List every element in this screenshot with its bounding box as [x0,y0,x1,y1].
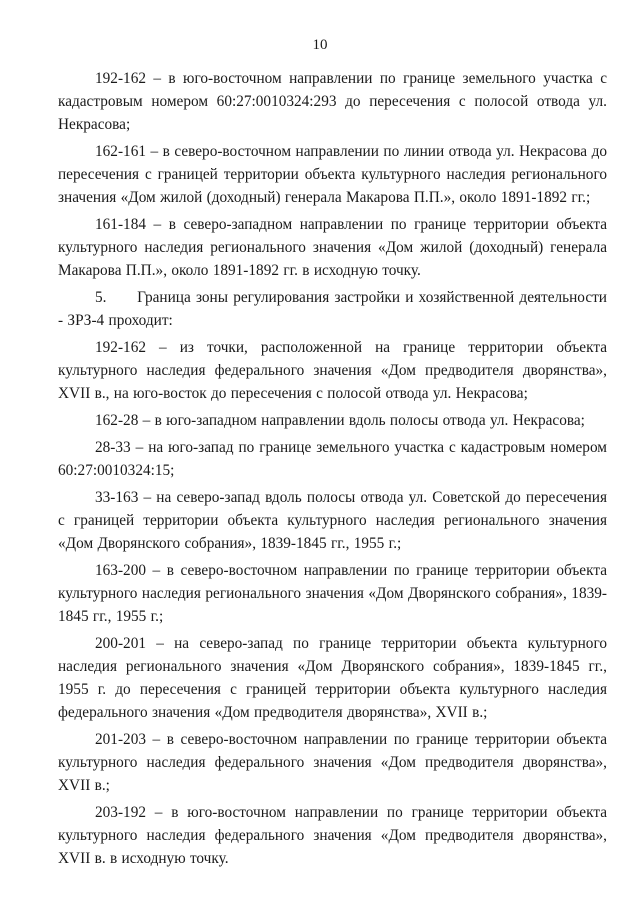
paragraph-boundary-161-184: 161-184 – в северо-западном направлении по границе территории объекта культурного наследия регионального значения «Дом жилой (доходный) генерала Макарова П.П.», около 1891-1892 гг. в исходную точку. [58,216,607,279]
paragraph-boundary-163-200: 163-200 – в северо-восточном направлении по границе территории объекта культурного наследия регионального значения «Дом Дворянского собрания», 1839-1845 гг., 1955 г.; [58,562,607,625]
paragraph-boundary-33-163: 33-163 – на северо-запад вдоль полосы отвода ул. Советской до пересечения с границей территории объекта культурного наследия регионального значения «Дом Дворянского собрания», 1839-1845 гг., 1955 г.; [58,489,607,552]
page-number: 10 [312,37,328,53]
paragraph-section-5-heading: 5. Граница зоны регулирования застройки и хозяйственной деятельности - ЗРЗ-4 проходит: [58,289,607,329]
paragraph-boundary-192-162-first: 192-162 – в юго-восточном направлении по границе земельного участка с кадастровым номером 60:27:0010324:293 до пересечения с полосой отвода ул. Некрасова; [58,70,607,133]
paragraph-boundary-162-161: 162-161 – в северо-восточном направлении по линии отвода ул. Некрасова до пересечения с границей территории объекта культурного наследия регионального значения «Дом жилой (доходный) генерала Макарова П.П.», около 1891-1892 гг.; [58,143,607,206]
paragraph-boundary-201-203: 201-203 – в северо-восточном направлении по границе территории объекта культурного наследия федерального значения «Дом предводителя дворянства», XVII в.; [58,731,607,794]
paragraph-boundary-192-162-second: 192-162 – из точки, расположенной на границе территории объекта культурного наследия федерального значения «Дом предводителя дворянства», XVII в., на юго-восток до пересечения с полосой отвода ул. Некрасова; [58,339,607,402]
paragraph-boundary-203-192: 203-192 – в юго-восточном направлении по границе территории объекта культурного наследия федерального значения «Дом предводителя дворянства», XVII в. в исходную точку. [58,804,607,867]
paragraph-boundary-162-28: 162-28 – в юго-западном направлении вдоль полосы отвода ул. Некрасова; [95,412,585,429]
paragraph-boundary-200-201: 200-201 – на северо-запад по границе территории объекта культурного наследия регионального значения «Дом Дворянского собрания», 1839-1845 гг., 1955 г. до пересечения с границей территории объекта культурного наследия федерального значения «Дом предводителя дворянства», XVII в.; [58,635,607,721]
document-body [58,67,607,874]
paragraph-boundary-28-33: 28-33 – на юго-запад по границе земельного участка с кадастровым номером 60:27:0010324:15; [58,439,607,479]
